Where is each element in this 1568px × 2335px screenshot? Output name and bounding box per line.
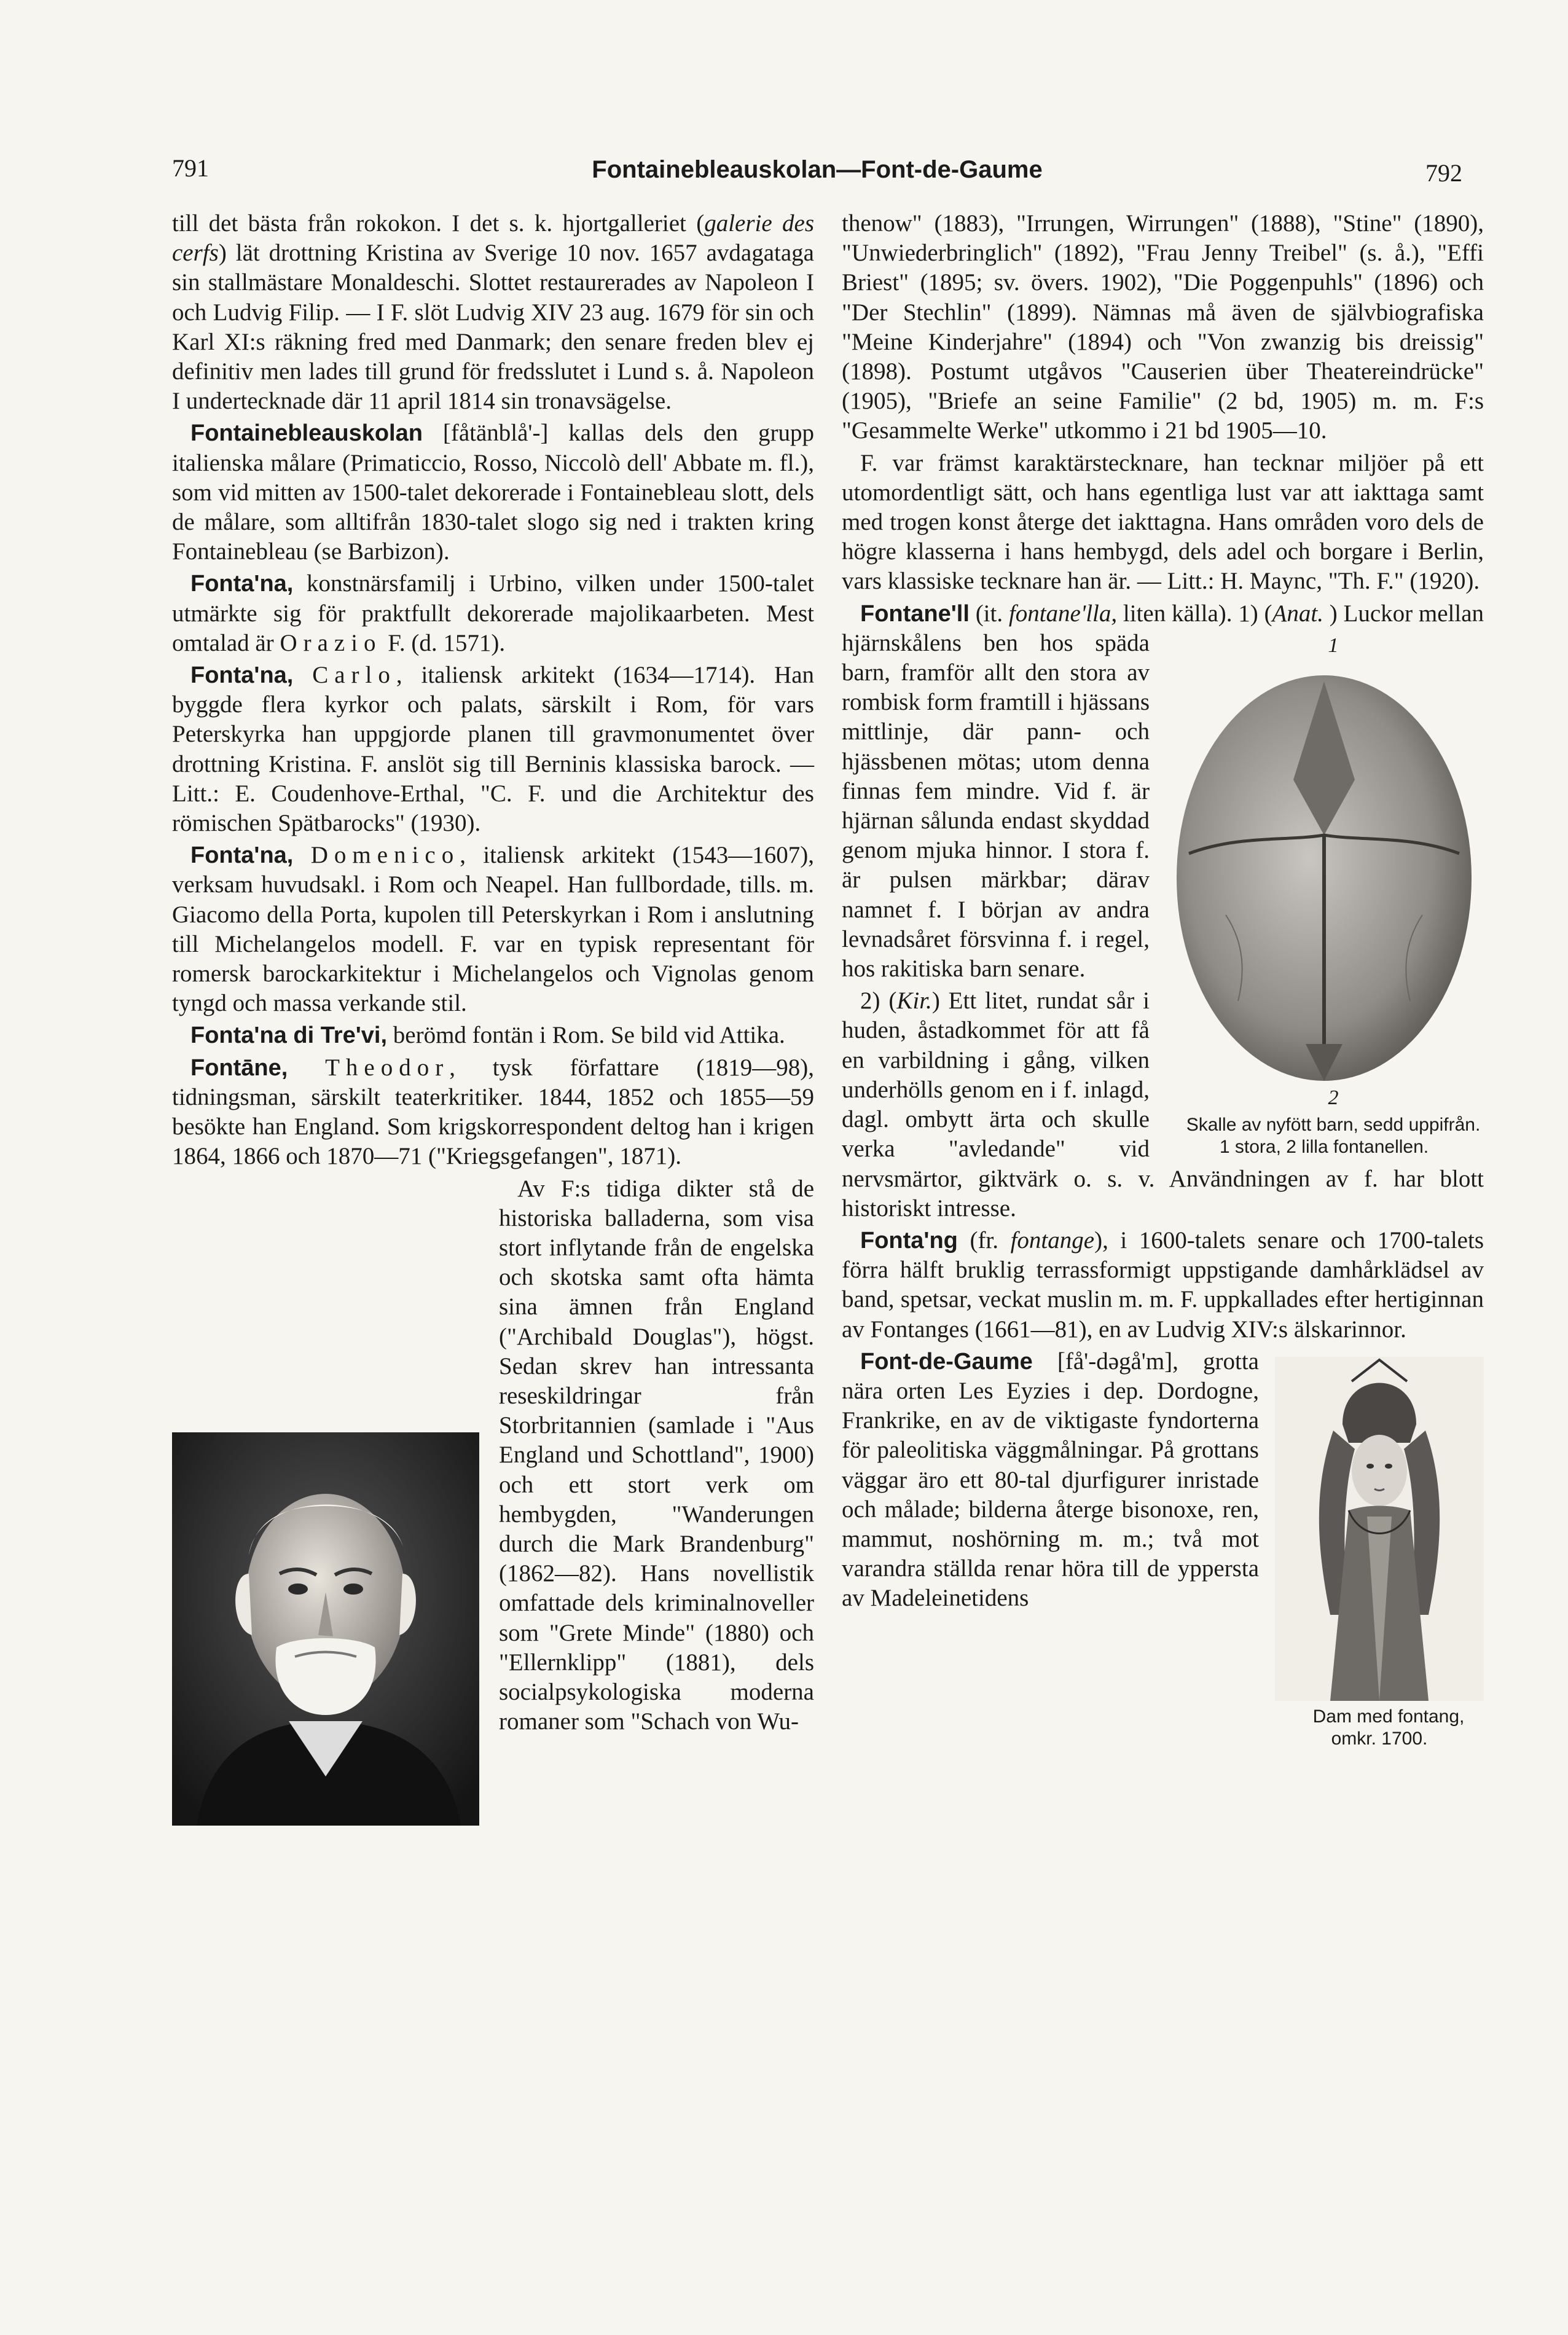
entry-fontanell-2: 2) (Kir.) Ett litet, rundat sår i huden, åstadkommet för att få en varbildning i gång, vilken underhölls genom en i f. inlagd, dagl. ombytt ärta och skulle verka "avledande" vid nervsmärtor, giktvärk o. s. v. Användningen av f. har blott historiskt intresse. <box>842 987 1484 1222</box>
headword: Fonta'na, <box>190 662 294 689</box>
left-column <box>172 209 814 1829</box>
entry-font-de-gaume: Dam med fontang, omkr. 1700. Font-de-Gaume [få'-dəgå'm], grotta nära orten Les Eyzies i dep. Dordogne, Frankrike, en av de viktigaste fyndorterna för paleolitiska väggmålningar. På grottans väggar äro ett 80-tal djurfigurer inristade och målade; bilderna återge bisonoxe, ren, mammut, noshörning m. m.; två mot varandra ställda renar höra till de yppersta av Madeleinetidens <box>842 1347 1484 1614</box>
entry-fontana-di-trevi: Fonta'na di Tre'vi, berömd fontän i Rom. Se bild vid Attika. <box>190 1022 785 1049</box>
entry-fontanell: Fontane'll (it. fontane'lla, liten källa). 1) (Anat. 1 2 Skalle av nyfött barn, sedd uppifrån. 1 stora, 2 lilla fontanellen. ) Luckor mellan hjärnskålens ben hos späda barn, framför allt den stora av rombisk form framtill i hjässans mittlinje, där pann- och hjässbenen mötas; utom denna finnas fem mindre. Vid f. är hjärnan sålunda endast skyddad genom mjuka hinnor. I stora f. är pulsen märkbar; därav namnet f. I början av andra levnadsåret försvinna f. i regel, hos rakitiska barn senare. <box>842 600 1484 1157</box>
entry-fontainebleauskolan: Fontainebleauskolan [fåtänblå'-] kallas dels den grupp italienska målare (Primaticcio, Rosso, Niccolò dell' Abbate m. fl.), som vid mitten av 1500-talet dekorerade i Fontainebleau slott, dels de målare, som alltifrån 1830-talet slogo sig ned i trakten kring Fontainebleau (se Barbizon). <box>172 420 814 565</box>
page-number-left: 791 <box>172 154 209 182</box>
headword: Fonta'ng <box>860 1227 958 1254</box>
headword: Fonta'na di Tre'vi, <box>190 1022 388 1049</box>
entry-fontane-continued: Av F:s tidiga dikter stå de historiska balladerna, som visa stort inflytande från de engelska och skotska samt ofta hämta sina ämnen från England ("Archibald Douglas"), högst. Sedan skrev han intressanta reseskildringar från Storbritannien (samlade i "Aus England und Schottland", 1900) och ett stort verk om hembygden, "Wanderungen durch die Mark Brandenburg" (1862—82). Hans novellistik omfattade dels kriminalnoveller som "Grete Minde" (1880) och "Ellernklipp" (1881), dels socialpsykologiska moderna romaner som "Schach von Wu- <box>172 1174 814 1737</box>
portrait-figure <box>172 1432 479 1826</box>
running-title: Fontainebleauskolan—Font-de-Gaume <box>592 156 1043 183</box>
page-number-right: 792 <box>1425 159 1462 187</box>
dame-caption: Dam med fontang, omkr. 1700. <box>1312 1706 1465 1749</box>
skull-caption: Skalle av nyfött barn, sedd uppifrån. 1 stora, 2 lilla fontanellen. <box>1186 1114 1481 1157</box>
dame-fontang-image <box>1275 1357 1484 1701</box>
continued-paragraph-right: thenow" (1883), "Irrungen, Wirrungen" (1888), "Stine" (1890), "Unwiederbringlich" (1892), "Frau Jenny Treibel" (s. å.), "Effi Briest" (1895; sv. övers. 1902), "Die Poggenpuhls" (1896) och "Der Stechlin" (1899). Nämnas må även de självbiografiska "Meine Kinderjahre" (1894) och "Von zwanzig bis dreissig" (1898). Postumt utgåvos "Causerien über Theatereindrücke" (1905), "Briefe an seine Familie" (2 bd, 1905) m. m. F:s "Gesammelte Werke" utkommo i 21 bd 1905—10. <box>842 210 1484 444</box>
portrait-fontane-image <box>172 1432 479 1826</box>
skull-label-1: 1 <box>1328 634 1339 657</box>
headword: Fontāne, <box>190 1054 288 1081</box>
skull-label-2: 2 <box>1328 1086 1339 1109</box>
headword: Fonta'na, <box>190 842 294 869</box>
entry-fontana-domenico: Fonta'na, Domenico, italiensk arkitekt (1543—1607), verksam huvudsakl. i Rom och Neapel. Han fullbordade, tills. m. Giacomo della Porta, kupolen till Peterskyrkan i Rom i anslutning till Michelangelos modell. F. var en typisk representant för romersk barockarkitektur i Michelangelos och Vignolas genom tyngd och massa verkande stil. <box>172 842 814 1017</box>
entry-fontane: Fontāne, Theodor, tysk författare (1819—98), tidningsman, särskilt teaterkritiker. 1844, 1852 och 1855—59 besökte han England. Som krigskorrespondent deltog han i krigen 1864, 1866 och 1870—71 ("Kriegsgefangen", 1871). <box>172 1054 814 1170</box>
headword: Fontane'll <box>860 600 970 627</box>
headword: Fontainebleauskolan <box>190 420 423 447</box>
fontane-characterization: F. var främst karaktärstecknare, han tecknar miljöer på ett utomordentligt sätt, och hans egentliga lust var att iakttaga samt med trogen konst återge det iakttagna. Hans områden voro dels de högre klasserna i hans hembygd, dels adel och borgare i Berlin, vars klassiske tecknare han är. — Litt.: H. Maync, "Th. F." (1920). <box>842 449 1484 595</box>
skull-figure <box>1164 635 1484 1158</box>
entry-fontana-carlo: Fonta'na, Carlo, italiensk arkitekt (1634—1714). Han byggde flera kyrkor och palats, särskilt i Rom, för vars Peterskyrka han uppgjorde planen till gravmonumentet över drottning Kristina. F. anslöt sig till Berninis klassiska barock. — Litt.: E. Coudenhove-Erthal, "C. F. und die Architektur des römischen Spätbarocks" (1930). <box>172 662 815 837</box>
page-header <box>172 154 1462 197</box>
entry-fontang: Fonta'ng (fr. fontange), i 1600-talets senare och 1700-talets förra hälft bruklig terrassformigt uppstigande damhårklädsel av band, spetsar, veckat muslin m. m. F. uppkallades efter hertiginnan av Fontanges (1661—81), en av Ludvig XIV:s älskarinnor. <box>842 1226 1484 1343</box>
dame-figure <box>1275 1357 1484 1750</box>
headword: Fonta'na, <box>190 571 294 597</box>
right-column <box>842 209 1484 1754</box>
entry-fontana-family: Fonta'na, konstnärsfamilj i Urbino, vilken under 1500-talet utmärkte sig för praktfullt dekorerade majolikaarbeten. Mest omtalad är Orazio F. (d. 1571). <box>172 570 814 656</box>
infant-skull-image <box>1164 657 1484 1087</box>
headword: Font-de-Gaume <box>860 1348 1033 1375</box>
continued-paragraph: till det bästa från rokokon. I det s. k. hjortgalleriet (galerie des cerfs) lät drottning Kristina av Sverige 10 nov. 1657 avdagataga sin stallmästare Monaldeschi. Slottet restaurerades av Napoleon I och Ludvig Filip. — I F. slöt Ludvig XIV 23 aug. 1679 för sin och Karl XI:s räkning fred med Danmark; den senare freden blev ej definitiv men lades till grund för fredsslutet i Lund s. å. Napoleon I undertecknade där 11 april 1814 sin tronavsägelse. <box>172 210 814 415</box>
